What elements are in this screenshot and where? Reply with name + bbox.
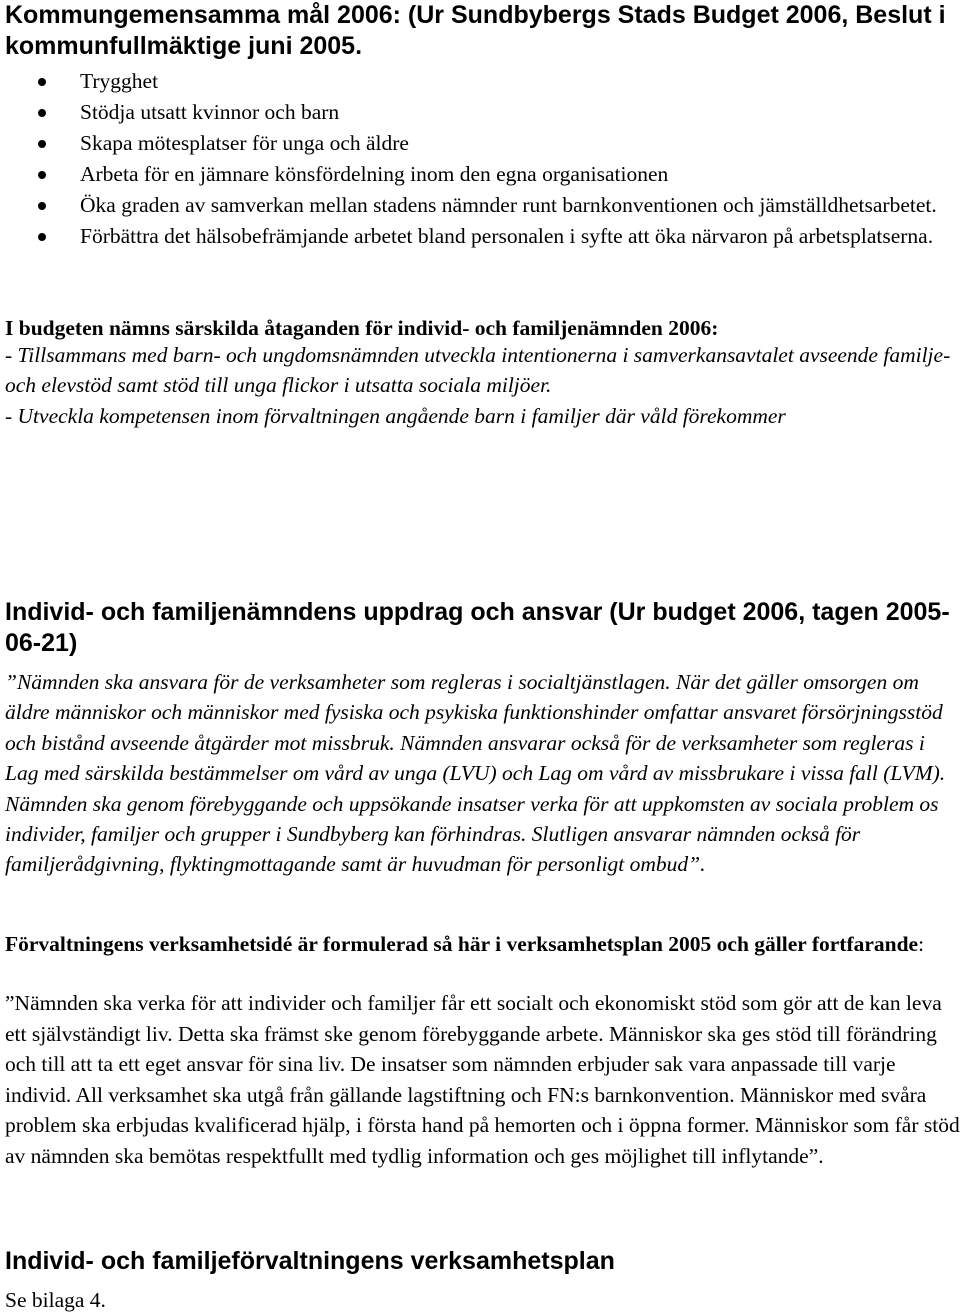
section-heading-mandate: Individ- och familjenämndens uppdrag och ansvar (Ur budget 2006, tagen 2005-06-21) [5,598,950,657]
section-heading-common-goals: Kommungemensamma mål 2006: (Ur Sundbybergs Stads Budget 2006, Beslut i kommunfullmäktige juni 2005. [5,1,946,60]
vision-heading [5,929,958,960]
list-item: Förbättra det hälsobefrämjande arbetet bland personalen i syfte att öka närvaron på arbetsplatserna. [5,221,955,252]
list-item: Trygghet [5,66,955,97]
mandate-quote: ”Nämnden ska ansvara för de verksamheter som regleras i socialtjänstlagen. När det gäller omsorgen om äldre människor och människor med fysiska och psykiska funktionshinder omfattar ansvaret försörjningsstöd och bistånd avseende åtgärder mot missbruk. Nämnden ansvarar också för de verksamheter som regleras i Lag med särskilda bestämmelser om vård av unga (LVU) och Lag om vård av missbrukare i vissa fall (LVM). Nämnden ska genom förebyggande och uppsökande insatser verka för att uppkomsten av sociala problem os individer, familjer och grupper i Sundbyberg kan förhindras. Slutligen ansvarar nämnden också för familjerådgivning, flyktingmottagande samt är huvudman för personligt ombud”. [5,670,946,877]
budget-item: - Utveckla kompetensen inom förvaltningen angående barn i familjer där våld förekommer [5,403,786,428]
list-item: Öka graden av samverkan mellan stadens nämnder runt barnkonventionen och jämställdhetsarbetet. [5,190,955,221]
vision-heading-colon: : [918,932,925,956]
bullet-icon [38,78,46,86]
list-item: Arbeta för en jämnare könsfördelning inom den egna organisationen [5,159,955,190]
attachment-reference: Se bilaga 4. [5,1288,106,1312]
bullet-icon [38,233,46,241]
vision-heading-bold: Förvaltningens verksamhetsidé är formulerad så här i verksamhetsplan 2005 och gäller fortfarande [5,932,919,956]
budget-commitments-heading: I budgeten nämns särskilda åtaganden för individ- och familjenämnden 2006: [5,316,719,340]
bullet-icon [38,109,46,117]
list-item: Stödja utsatt kvinnor och barn [5,97,955,128]
bullet-icon [38,140,46,148]
bullet-icon [38,202,46,210]
list-item: Skapa mötesplatser för unga och äldre [5,128,955,159]
bullet-icon [38,171,46,179]
budget-item: - Tillsammans med barn- och ungdomsnämnden utveckla intentionerna i samverkansavtalet avseende familje- och elevstöd samt stöd till unga flickor i utsatta sociala miljöer. [5,343,951,398]
goals-list [5,66,955,252]
vision-quote: ”Nämnden ska verka för att individer och familjer får ett socialt och ekonomiskt stöd som gör att de kan leva ett självständigt liv. Detta ska främst ske genom förebyggande arbete. Människor ska ges stöd till förändring och till att ta ett eget ansvar för sina liv. De insatser som nämnden erbjuder sak vara anpassade till varje individ. All verksamhet ska utgå från gällande lagstiftning och FN:s barnkonvention. Människor med svåra problem ska erbjudas kvalificerad hjälp, i första hand på hemorten och i öppna former. Människor som får stöd av nämnden ska bemötas respektfullt med tydlig information och ges möjlighet till inflytande”. [5,991,960,1168]
section-heading-business-plan: Individ- och familjeförvaltningens verksamhetsplan [5,1247,615,1275]
budget-commitments-text [5,340,958,431]
